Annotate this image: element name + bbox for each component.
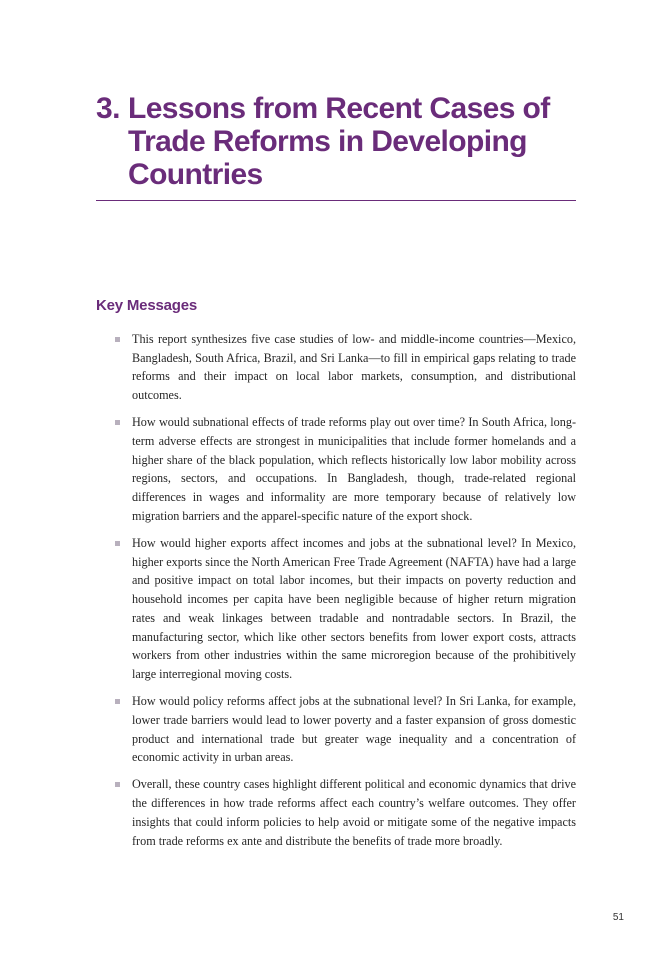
heading-rule — [96, 200, 576, 201]
square-bullet-icon — [115, 699, 120, 704]
key-message-item — [112, 775, 576, 850]
chapter-number: 3. — [96, 92, 120, 125]
square-bullet-icon — [115, 541, 120, 546]
key-message-text: How would policy reforms affect jobs at the subnational level? In Sri Lanka, for example, lower trade barriers would lead to lower poverty and a faster expansion of gross domestic product and international trade but greater wage inequality and a concentration of economic activity in urban areas. — [132, 694, 576, 765]
key-message-text: How would higher exports affect incomes and jobs at the subnational level? In Mexico, higher exports since the North American Free Trade Agreement (NAFTA) have had a large and positive impact on total labor incomes, but their impacts on poverty reduction and household incomes per capita have been negligible because of higher return migration rates and weak linkages between tradable and nontradable sectors. In Brazil, the manufacturing sector, which like other sectors benefits from lower export costs, attracts workers from other industries within the same microregion because of the prohibitively large interregional moving costs. — [132, 536, 576, 681]
key-messages-list — [112, 330, 576, 859]
key-message-text: Overall, these country cases highlight different political and economic dynamics that drive the differences in how trade reforms affect each country’s welfare outcomes. They offer insights that could inform policies to help avoid or mitigate some of the negative impacts from trade reforms ex ante and distribute the benefits of trade more broadly. — [132, 777, 576, 848]
key-message-item — [112, 692, 576, 767]
chapter-heading — [96, 92, 576, 191]
key-message-item — [112, 413, 576, 525]
page-number: 51 — [612, 912, 624, 923]
square-bullet-icon — [115, 782, 120, 787]
key-message-item — [112, 330, 576, 405]
key-message-text: How would subnational effects of trade reforms play out over time? In South Africa, long-term adverse effects are strongest in municipalities that include former homelands and a higher share of the black population, which reflects historically low labor mobility across regions, sectors, and occupations. In Bangladesh, though, trade-related regional differences in wages and informality are more temporary because of relatively low migration barriers and the apparel-specific nature of the export shock. — [132, 415, 576, 523]
chapter-title: Lessons from Recent Cases of Trade Reforms in Developing Countries — [128, 92, 550, 191]
key-message-item — [112, 534, 576, 684]
square-bullet-icon — [115, 420, 120, 425]
key-messages-heading: Key Messages — [96, 297, 197, 314]
key-message-text: This report synthesizes five case studies of low- and middle-income countries—Mexico, Bangladesh, South Africa, Brazil, and Sri Lanka—to fill in empirical gaps relating to trade reforms and their impact on local labor markets, consumption, and distributional outcomes. — [132, 332, 576, 403]
square-bullet-icon — [115, 337, 120, 342]
